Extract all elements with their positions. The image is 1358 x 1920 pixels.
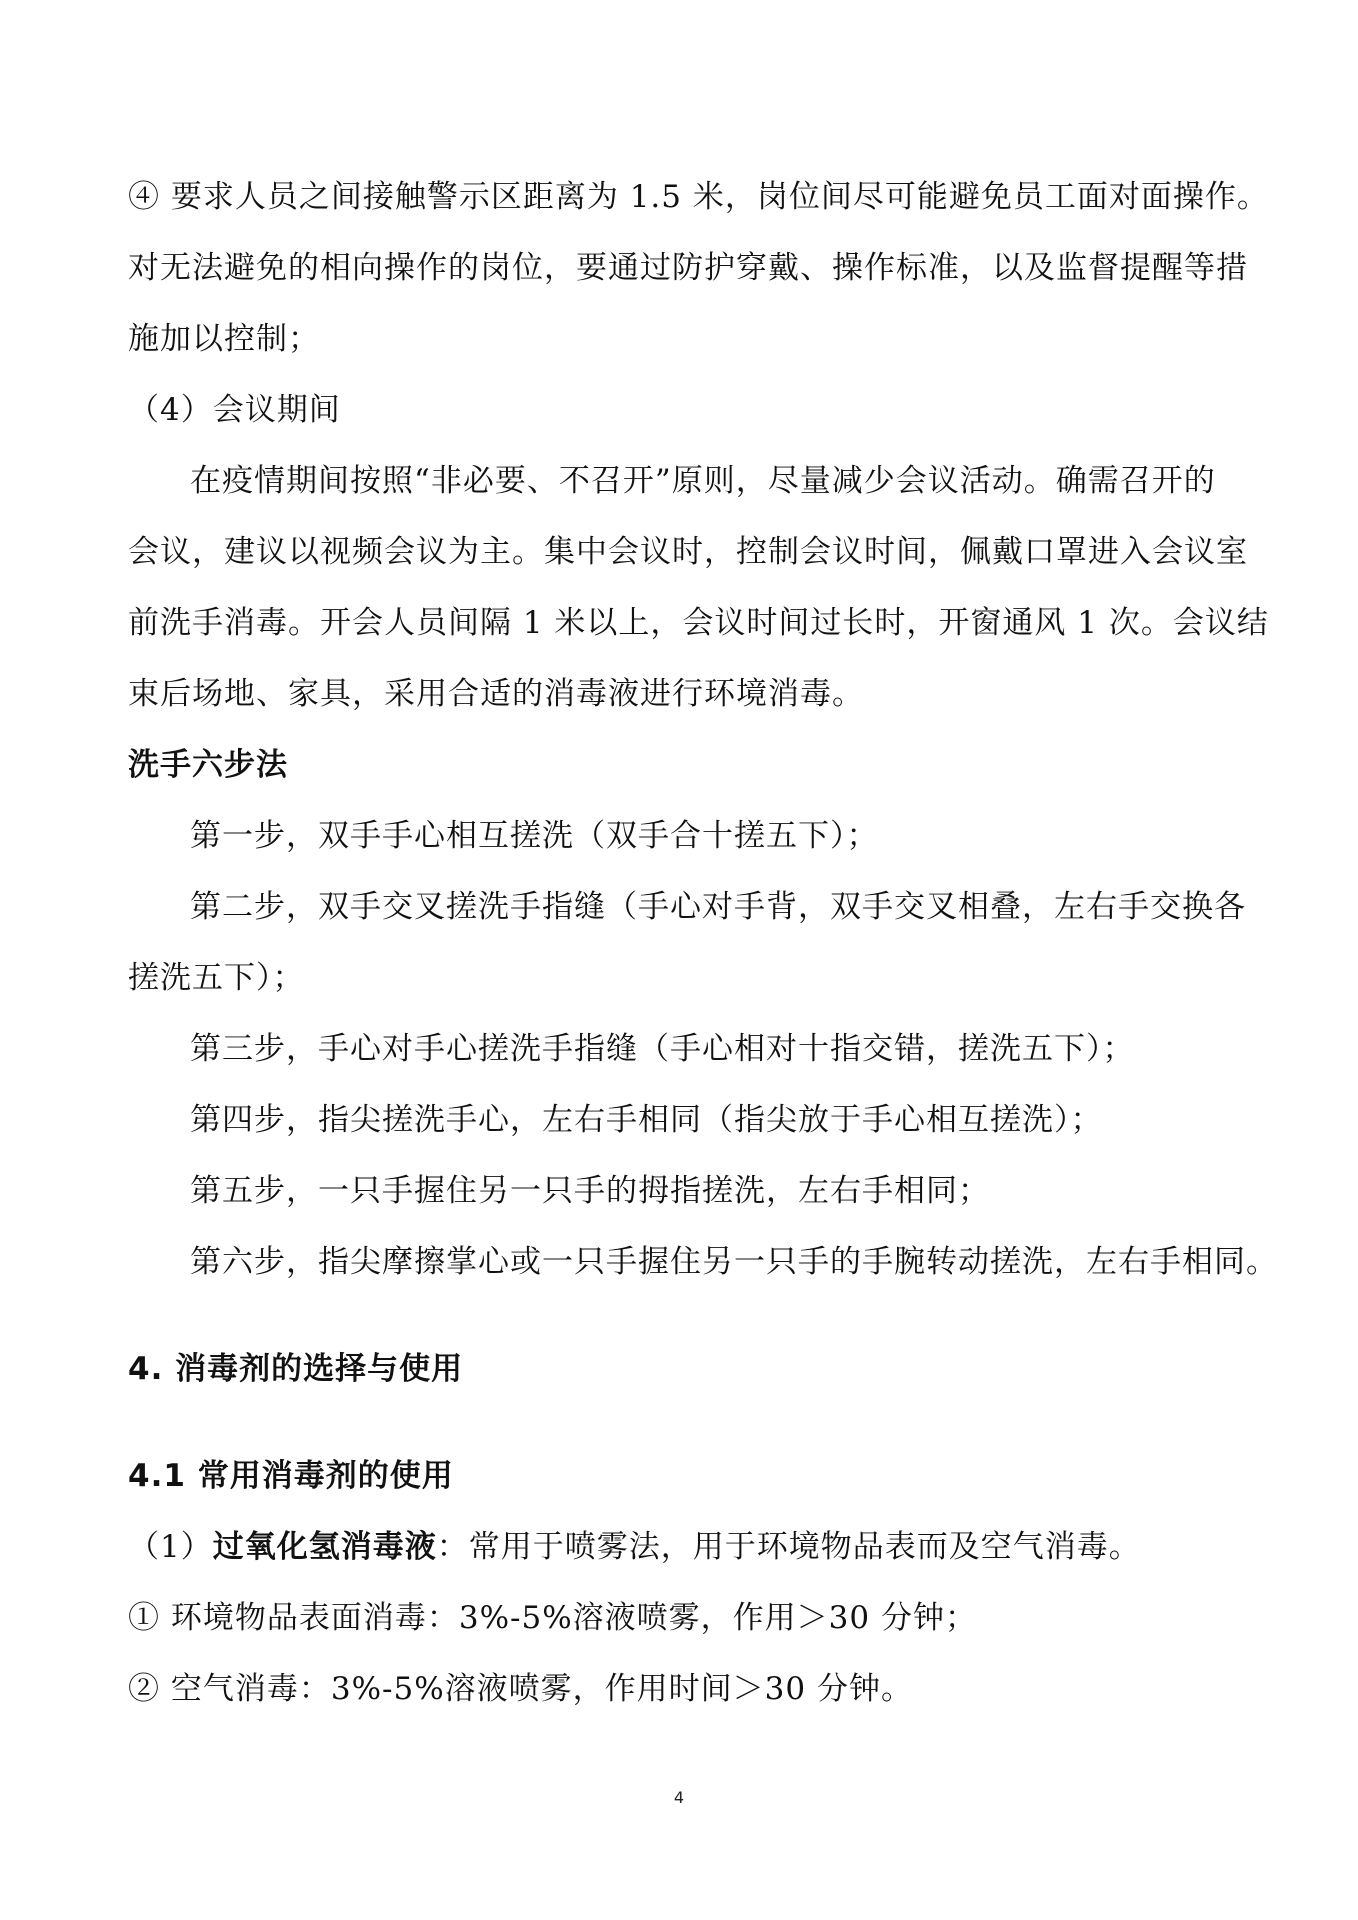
handwash-step-1: 第一步，双手手心相互搓洗（双手合十搓五下）； [190,818,879,854]
handwash-step-6: 第六步，指尖摩擦掌心或一只手握住另一只手的手腕转动搓洗，左右手相同。 [190,1244,1278,1280]
body-text [128,162,1278,1725]
disinfectant-subitem-1: ① 环境物品表面消毒：3%-5%溶液喷雾，作用＞30 分钟； [128,1600,977,1636]
paragraph-line: 束后场地、家具，采用合适的消毒液进行环境消毒。 [128,676,864,712]
handwash-heading: 洗手六步法 [128,747,288,783]
handwash-step-2: 第二步，双手交叉搓洗手指缝（手心对手背，双手交叉相叠，左右手交换各 [190,889,1246,925]
paragraph-line: 对无法避免的相向操作的岗位，要通过防护穿戴、操作标准，以及监督提醒等措 [128,250,1248,286]
handwash-step-2-continued: 搓洗五下）； [128,960,305,996]
disinfectant-subitem-2: ② 空气消毒：3%-5%溶液喷雾，作用时间＞30 分钟。 [128,1671,913,1707]
paragraph-line: 在疫情期间按照“非必要、不召开”原则，尽量减少会议活动。确需召开的 [190,463,1216,499]
paragraph-line: 施加以控制； [128,321,320,357]
handwash-step-4: 第四步，指尖搓洗手心，左右手相同（指尖放于手心相互搓洗）； [190,1102,1103,1138]
item-description: ：常用于喷雾法，用于环境物品表而及空气消毒。 [436,1529,1141,1565]
spacer [128,1405,1238,1441]
paragraph-line: 前洗手消毒。开会人员间隔 1 米以上，会议时间过长时，开窗通风 1 次。会议结 [128,605,1269,641]
subsection-heading: 4.1 常用消毒剂的使用 [128,1458,454,1494]
disinfectant-item-1 [128,1512,1238,1583]
paragraph-line: 会议，建议以视频会议为主。集中会议时，控制会议时间，佩戴口罩进入会议室 [128,534,1248,570]
item-prefix: （1） [128,1529,213,1565]
item-term: 过氧化氢消毒液 [212,1529,437,1565]
page-number: 4 [673,1788,685,1807]
section-heading: 4. 消毒剂的选择与使用 [128,1351,464,1387]
meeting-heading: （4）会议期间 [128,392,341,428]
handwash-step-5: 第五步，一只手握住另一只手的拇指搓洗，左右手相同； [190,1173,990,1209]
paragraph-line: ④ 要求人员之间接触警示区距离为 1.5 米，岗位间尽可能避免员工面对面操作。 [128,179,1269,215]
handwash-step-3: 第三步，手心对手心搓洗手指缝（手心相对十指交错，搓洗五下）； [190,1031,1135,1067]
spacer [128,1298,1238,1334]
